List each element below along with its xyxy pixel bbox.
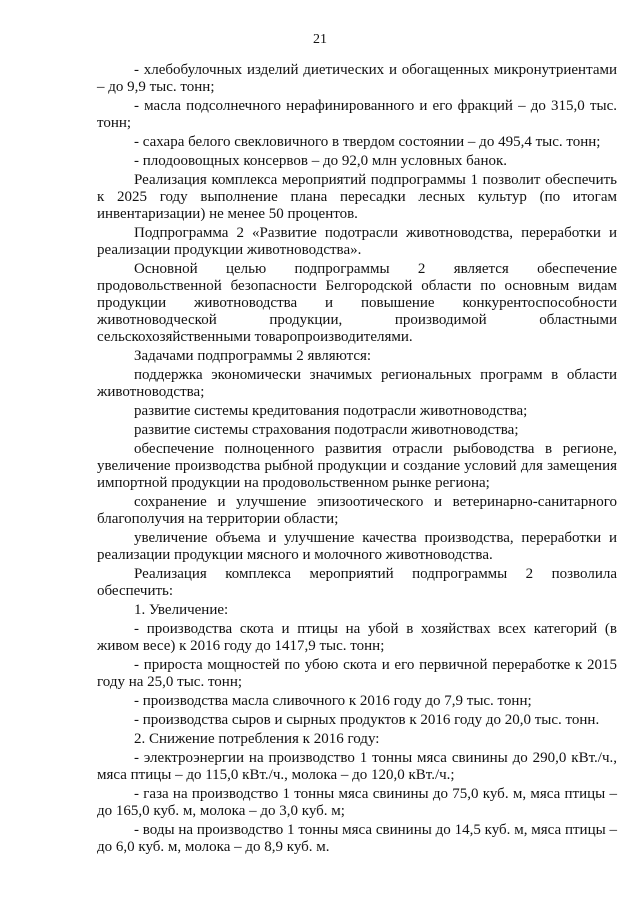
- document-body: [97, 62, 617, 858]
- paragraph: - производства масла сливочного к 2016 году до 7,9 тыс. тонн;: [134, 693, 532, 709]
- paragraph: Реализация комплекса мероприятий подпрограммы 2 позволила обеспечить:: [97, 566, 617, 599]
- paragraph: - прироста мощностей по убою скота и его первичной переработке к 2015 году на 25,0 тыс. тонн;: [97, 657, 617, 690]
- paragraph: Основной целью подпрограммы 2 является обеспечение продовольственной безопасности Белгородской области по основным видам продукции животноводства и повышение конкурентоспособности животноводческой продукции, производимой областными сельскохозяйственными товаропроизводителями.: [97, 261, 617, 345]
- paragraph: развитие системы страхования подотрасли животноводства;: [134, 422, 519, 438]
- paragraph: обеспечение полноценного развития отрасли рыбоводства в регионе, увеличение производства рыбной продукции и создание условий для замещения импортной продукции на продовольственном рынке региона;: [97, 441, 617, 491]
- paragraph: - плодоовощных консервов – до 92,0 млн условных банок.: [134, 153, 508, 169]
- paragraph: Реализация комплекса мероприятий подпрограммы 1 позволит обеспечить к 2025 году выполнение плана пересадки лесных культур (по итогам инвентаризации) не менее 50 процентов.: [97, 172, 617, 222]
- paragraph: 1. Увеличение:: [134, 602, 229, 618]
- paragraph: увеличение объема и улучшение качества производства, переработки и реализации продукции мясного и молочного животноводства.: [97, 530, 617, 563]
- paragraph: - сахара белого свекловичного в твердом состоянии – до 495,4 тыс. тонн;: [134, 134, 601, 150]
- page-number: 21: [313, 32, 327, 47]
- paragraph: Подпрограмма 2 «Развитие подотрасли животноводства, переработки и реализации продукции животноводства».: [97, 225, 617, 258]
- paragraph: - хлебобулочных изделий диетических и обогащенных микронутриентами – до 9,9 тыс. тонн;: [97, 62, 617, 95]
- paragraph: - производства скота и птицы на убой в хозяйствах всех категорий (в живом весе) к 2016 году до 1417,9 тыс. тонн;: [97, 621, 617, 654]
- paragraph: 2. Снижение потребления к 2016 году:: [134, 731, 380, 747]
- paragraph: - газа на производство 1 тонны мяса свинины до 75,0 куб. м, мяса птицы – до 165,0 куб. м, молока – до 3,0 куб. м;: [97, 786, 617, 819]
- paragraph: сохранение и улучшение эпизоотического и ветеринарно-санитарного благополучия на территории области;: [97, 494, 617, 527]
- paragraph: поддержка экономически значимых региональных программ в области животноводства;: [97, 367, 617, 400]
- paragraph: - производства сыров и сырных продуктов к 2016 году до 20,0 тыс. тонн.: [134, 712, 600, 728]
- paragraph: развитие системы кредитования подотрасли животноводства;: [134, 403, 528, 419]
- paragraph: - масла подсолнечного нерафинированного и его фракций – до 315,0 тыс. тонн;: [97, 98, 617, 131]
- paragraph: - электроэнергии на производство 1 тонны мяса свинины до 290,0 кВт./ч., мяса птицы – до 115,0 кВт./ч., молока – до 120,0 кВт./ч.;: [97, 750, 617, 783]
- paragraph: - воды на производство 1 тонны мяса свинины до 14,5 куб. м, мяса птицы – до 6,0 куб. м, молока – до 8,9 куб. м.: [97, 822, 617, 855]
- paragraph: Задачами подпрограммы 2 являются:: [134, 348, 372, 364]
